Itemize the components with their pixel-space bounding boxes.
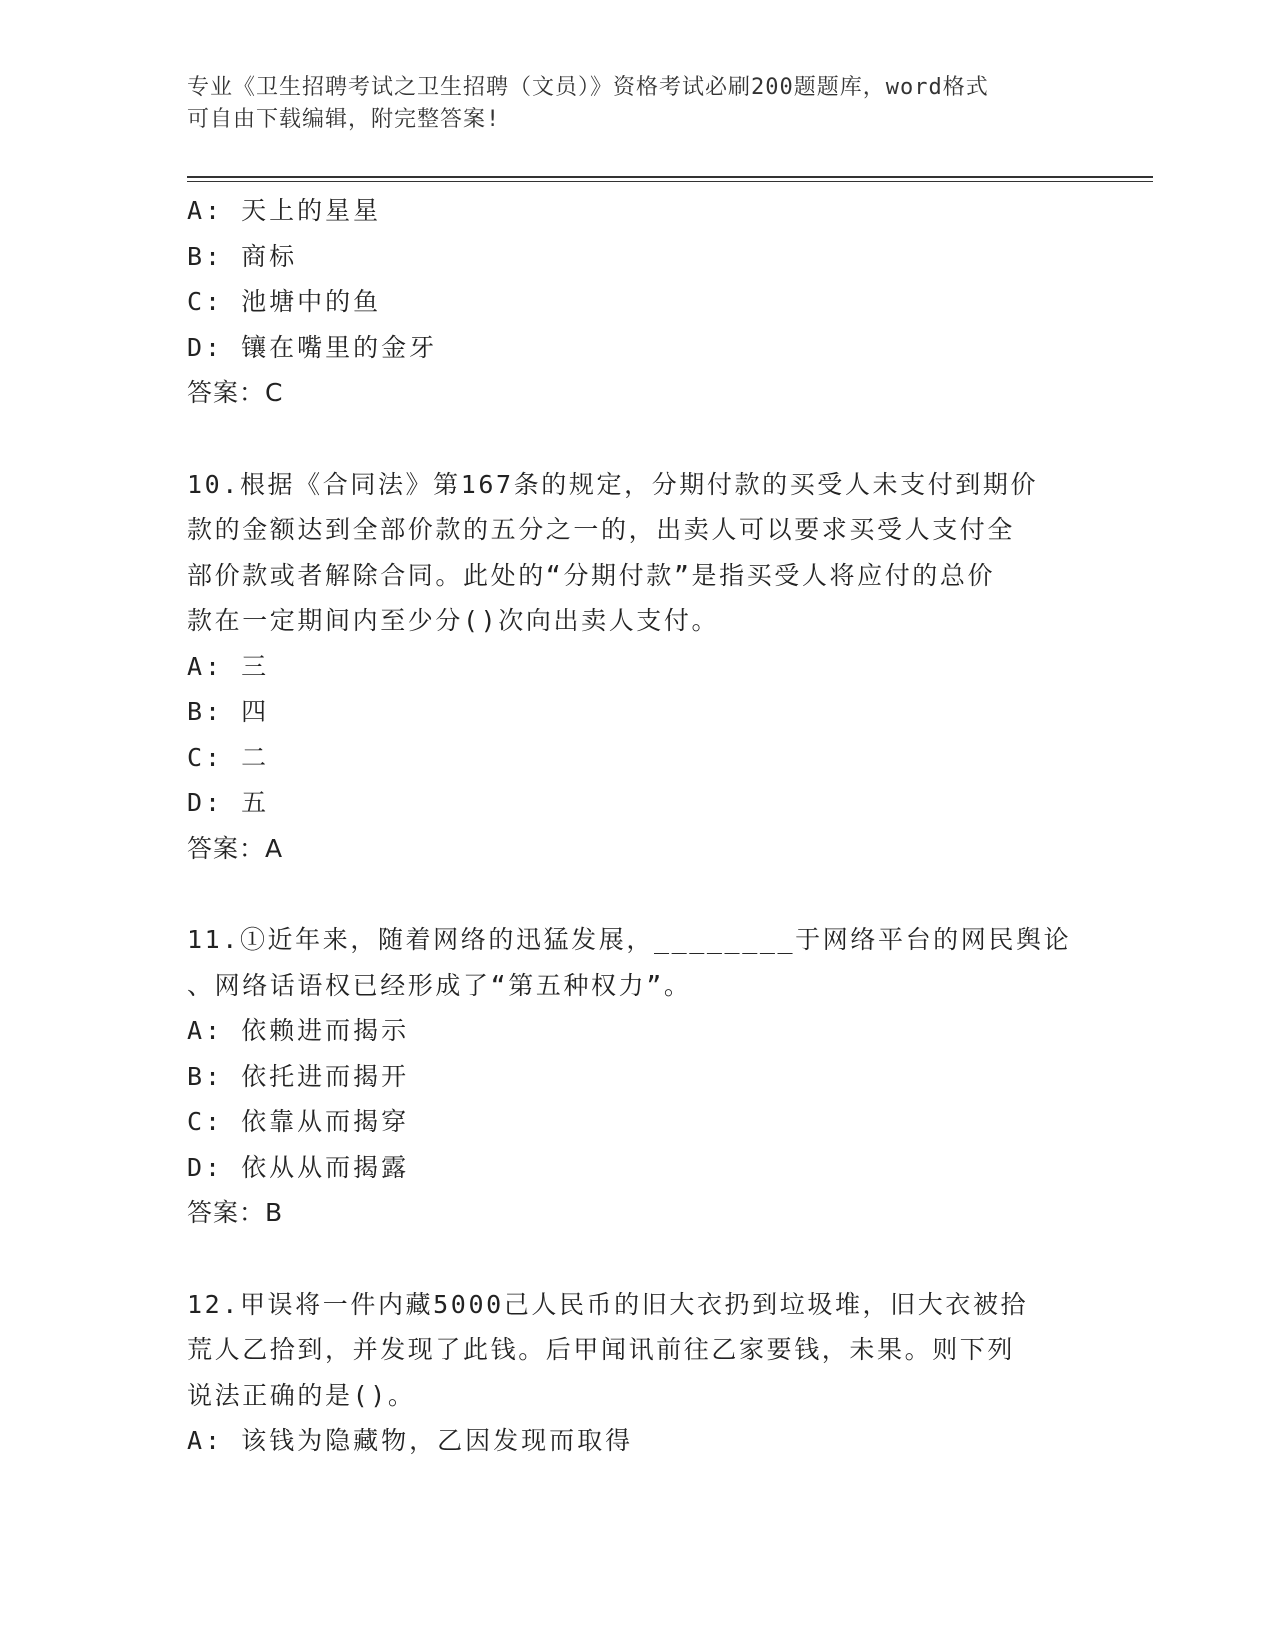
option-d: D: 依从从而揭露 (187, 1152, 410, 1182)
question-text-line: 款在一定期间内至少分()次向出卖人支付。 (187, 606, 720, 635)
question-11 (187, 917, 1087, 1236)
option-d: D: 镶在嘴里的金牙 (187, 332, 438, 362)
question-text-line: 11.①近年来，随着网络的迅猛发展，________于网络平台的网民舆论 (187, 925, 1072, 954)
question-text-line: 荒人乙拾到，并发现了此钱。后甲闻讯前往乙家要钱，未果。则下列 (187, 1335, 1016, 1364)
header-divider (187, 176, 1153, 182)
question-text-line: 、网络话语权已经形成了“第五种权力”。 (187, 970, 692, 1000)
option-b: B: 商标 (187, 241, 298, 271)
question-text (187, 1282, 1077, 1419)
option-a: A: 依赖进而揭示 (187, 1016, 410, 1045)
question-text-line: 12.甲误将一件内藏5000己人民币的旧大衣扔到垃圾堆，旧大衣被拾 (187, 1289, 1029, 1319)
option-c: C: 依靠从而揭穿 (187, 1107, 410, 1136)
question-9 (187, 188, 1087, 416)
option-b: B: 四 (187, 697, 270, 726)
question-list (187, 188, 1087, 1464)
question-10 (187, 462, 1087, 872)
question-text-line: 说法正确的是()。 (187, 1380, 416, 1410)
question-text (187, 462, 1077, 644)
question-text (187, 917, 1077, 1008)
answer-line: 答案：A (187, 833, 284, 863)
option-b: B: 依托进而揭开 (187, 1061, 410, 1091)
option-a: A: 三 (187, 651, 270, 681)
header-title-line-1: 专业《卫生招聘考试之卫生招聘（文员）》资格考试必刷200题题库，word格式 (187, 75, 989, 100)
option-d: D: 五 (187, 788, 270, 817)
answer-line: 答案：B (187, 1198, 284, 1227)
question-12 (187, 1282, 1087, 1464)
option-a: A: 该钱为隐藏物，乙因发现而取得 (187, 1426, 634, 1455)
page-header (187, 72, 1067, 136)
option-c: C: 二 (187, 742, 270, 772)
option-c: C: 池塘中的鱼 (187, 287, 382, 316)
question-text-line: 10.根据《合同法》第167条的规定，分期付款的买受人未支付到期价 (187, 469, 1039, 499)
answer-line: 答案：C (187, 378, 284, 407)
option-a: A: 天上的星星 (187, 196, 382, 225)
question-text-line: 部价款或者解除合同。此处的“分期付款”是指买受人将应付的总价 (187, 560, 996, 590)
header-title-line-2: 可自由下载编辑，附完整答案! (187, 107, 501, 132)
question-text-line: 款的金额达到全部价款的五分之一的，出卖人可以要求买受人支付全 (187, 515, 1016, 544)
